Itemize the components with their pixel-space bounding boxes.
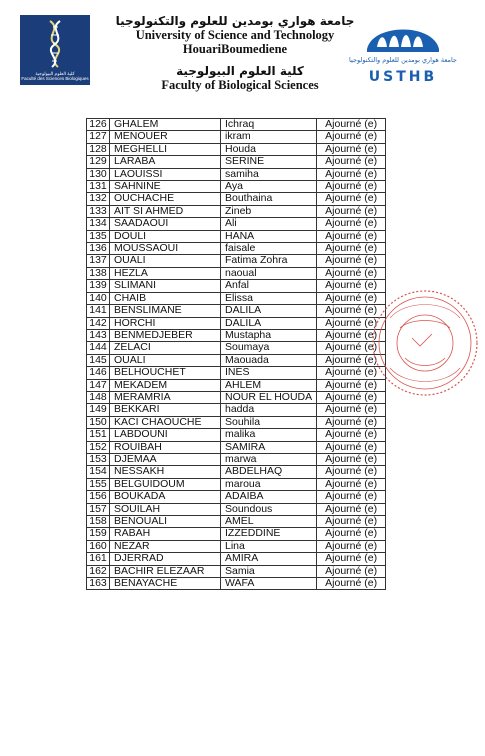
table-row <box>87 255 386 267</box>
last-name-cell: LAOUISSI <box>110 168 221 180</box>
decision-cell: Ajourné (e) <box>317 305 386 317</box>
last-name-cell: DJERRAD <box>110 553 221 565</box>
faculty-logo-label: كلية العلوم البيولوجية Faculté des Sciences Biologiques <box>21 71 89 81</box>
university-header <box>110 14 360 56</box>
last-name-cell: OUALI <box>110 255 221 267</box>
table-row <box>87 429 386 441</box>
table-row <box>87 317 386 329</box>
last-name-cell: MERAMRIA <box>110 391 221 403</box>
row-number-cell: 146 <box>87 367 110 379</box>
last-name-cell: BEKKARI <box>110 404 221 416</box>
table-row <box>87 305 386 317</box>
table-row <box>87 243 386 255</box>
decision-cell: Ajourné (e) <box>317 131 386 143</box>
row-number-cell: 137 <box>87 255 110 267</box>
faculty-title: Faculty of Biological Sciences <box>161 78 319 92</box>
row-number-cell: 163 <box>87 578 110 590</box>
first-name-cell: Mustapha <box>221 329 317 341</box>
usthb-arabic-label: جامعة هواري بومدين للعلوم والتكنولوجيا <box>349 56 457 64</box>
table-row <box>87 391 386 403</box>
last-name-cell: AIT SI AHMED <box>110 205 221 217</box>
table-row <box>87 267 386 279</box>
last-name-cell: LARABA <box>110 156 221 168</box>
row-number-cell: 156 <box>87 491 110 503</box>
first-name-cell: Soumaya <box>221 342 317 354</box>
row-number-cell: 159 <box>87 528 110 540</box>
row-number-cell: 136 <box>87 243 110 255</box>
decision-cell: Ajourné (e) <box>317 267 386 279</box>
decision-cell: Ajourné (e) <box>317 168 386 180</box>
row-number-cell: 145 <box>87 354 110 366</box>
table-row <box>87 280 386 292</box>
first-name-cell: Lina <box>221 540 317 552</box>
row-number-cell: 140 <box>87 292 110 304</box>
table-row <box>87 565 386 577</box>
first-name-cell: HANA <box>221 230 317 242</box>
table-row <box>87 528 386 540</box>
first-name-cell: AMIRA <box>221 553 317 565</box>
row-number-cell: 152 <box>87 441 110 453</box>
row-number-cell: 157 <box>87 503 110 515</box>
first-name-cell: naoual <box>221 267 317 279</box>
table-row <box>87 193 386 205</box>
decision-cell: Ajourné (e) <box>317 540 386 552</box>
last-name-cell: BENOUALI <box>110 516 221 528</box>
decision-cell: Ajourné (e) <box>317 342 386 354</box>
first-name-cell: Soundous <box>221 503 317 515</box>
last-name-cell: SOUILAH <box>110 503 221 515</box>
row-number-cell: 153 <box>87 453 110 465</box>
last-name-cell: CHAIB <box>110 292 221 304</box>
first-name-cell: Ichraq <box>221 119 317 131</box>
decision-cell: Ajourné (e) <box>317 292 386 304</box>
table-row <box>87 156 386 168</box>
results-table-body <box>87 119 386 590</box>
decision-cell: Ajourné (e) <box>317 416 386 428</box>
decision-cell: Ajourné (e) <box>317 205 386 217</box>
table-row <box>87 131 386 143</box>
last-name-cell: BENMEDJEBER <box>110 329 221 341</box>
row-number-cell: 133 <box>87 205 110 217</box>
last-name-cell: HORCHI <box>110 317 221 329</box>
first-name-cell: Anfal <box>221 280 317 292</box>
first-name-cell: faisale <box>221 243 317 255</box>
first-name-cell: Houda <box>221 143 317 155</box>
decision-cell: Ajourné (e) <box>317 516 386 528</box>
first-name-cell: SERINE <box>221 156 317 168</box>
table-row <box>87 503 386 515</box>
table-row <box>87 354 386 366</box>
first-name-cell: Souhila <box>221 416 317 428</box>
first-name-cell: ABDELHAQ <box>221 466 317 478</box>
decision-cell: Ajourné (e) <box>317 143 386 155</box>
last-name-cell: MENOUER <box>110 131 221 143</box>
first-name-cell: Samia <box>221 565 317 577</box>
decision-cell: Ajourné (e) <box>317 119 386 131</box>
first-name-cell: SAMIRA <box>221 441 317 453</box>
table-row <box>87 181 386 193</box>
row-number-cell: 141 <box>87 305 110 317</box>
first-name-cell: Zineb <box>221 205 317 217</box>
table-row <box>87 416 386 428</box>
faculty-logo <box>20 15 90 85</box>
row-number-cell: 126 <box>87 119 110 131</box>
table-row <box>87 516 386 528</box>
row-number-cell: 148 <box>87 391 110 403</box>
row-number-cell: 139 <box>87 280 110 292</box>
last-name-cell: SAADAOUI <box>110 218 221 230</box>
row-number-cell: 147 <box>87 379 110 391</box>
decision-cell: Ajourné (e) <box>317 578 386 590</box>
last-name-cell: MEGHELLI <box>110 143 221 155</box>
first-name-cell: NOUR EL HOUDA <box>221 391 317 403</box>
first-name-cell: Maouada <box>221 354 317 366</box>
decision-cell: Ajourné (e) <box>317 379 386 391</box>
official-stamp <box>370 288 480 398</box>
first-name-cell: Elissa <box>221 292 317 304</box>
usthb-logo <box>349 15 457 90</box>
row-number-cell: 155 <box>87 478 110 490</box>
first-name-cell: hadda <box>221 404 317 416</box>
decision-cell: Ajourné (e) <box>317 391 386 403</box>
first-name-cell: AHLEM <box>221 379 317 391</box>
last-name-cell: OUCHACHE <box>110 193 221 205</box>
row-number-cell: 144 <box>87 342 110 354</box>
table-row <box>87 453 386 465</box>
decision-cell: Ajourné (e) <box>317 317 386 329</box>
table-row <box>87 441 386 453</box>
last-name-cell: DJEMAA <box>110 453 221 465</box>
first-name-cell: maroua <box>221 478 317 490</box>
first-name-cell: INES <box>221 367 317 379</box>
last-name-cell: SLIMANI <box>110 280 221 292</box>
decision-cell: Ajourné (e) <box>317 280 386 292</box>
decision-cell: Ajourné (e) <box>317 218 386 230</box>
decision-cell: Ajourné (e) <box>317 528 386 540</box>
row-number-cell: 129 <box>87 156 110 168</box>
row-number-cell: 158 <box>87 516 110 528</box>
faculty-header <box>150 64 330 92</box>
first-name-cell: marwa <box>221 453 317 465</box>
first-name-cell: ikram <box>221 131 317 143</box>
row-number-cell: 149 <box>87 404 110 416</box>
last-name-cell: GHALEM <box>110 119 221 131</box>
last-name-cell: BELHOUCHET <box>110 367 221 379</box>
decision-cell: Ajourné (e) <box>317 491 386 503</box>
table-row <box>87 491 386 503</box>
row-number-cell: 128 <box>87 143 110 155</box>
first-name-cell: Fatima Zohra <box>221 255 317 267</box>
decision-cell: Ajourné (e) <box>317 478 386 490</box>
table-row <box>87 553 386 565</box>
first-name-cell: WAFA <box>221 578 317 590</box>
table-row <box>87 367 386 379</box>
first-name-cell: samiha <box>221 168 317 180</box>
row-number-cell: 138 <box>87 267 110 279</box>
table-row <box>87 342 386 354</box>
table-row <box>87 119 386 131</box>
university-arabic-title: جامعة هواري بومدين للعلوم والتكنولوجيا <box>115 14 355 28</box>
table-row <box>87 292 386 304</box>
decision-cell: Ajourné (e) <box>317 193 386 205</box>
last-name-cell: BENSLIMANE <box>110 305 221 317</box>
table-row <box>87 230 386 242</box>
row-number-cell: 143 <box>87 329 110 341</box>
row-number-cell: 130 <box>87 168 110 180</box>
first-name-cell: AMEL <box>221 516 317 528</box>
decision-cell: Ajourné (e) <box>317 503 386 515</box>
row-number-cell: 162 <box>87 565 110 577</box>
table-row <box>87 540 386 552</box>
first-name-cell: DALILA <box>221 305 317 317</box>
first-name-cell: ADAIBA <box>221 491 317 503</box>
table-row <box>87 466 386 478</box>
table-row <box>87 478 386 490</box>
table-row <box>87 404 386 416</box>
row-number-cell: 132 <box>87 193 110 205</box>
row-number-cell: 142 <box>87 317 110 329</box>
decision-cell: Ajourné (e) <box>317 429 386 441</box>
row-number-cell: 154 <box>87 466 110 478</box>
decision-cell: Ajourné (e) <box>317 181 386 193</box>
results-table <box>86 118 386 590</box>
decision-cell: Ajourné (e) <box>317 453 386 465</box>
decision-cell: Ajourné (e) <box>317 466 386 478</box>
row-number-cell: 161 <box>87 553 110 565</box>
last-name-cell: BENAYACHE <box>110 578 221 590</box>
decision-cell: Ajourné (e) <box>317 553 386 565</box>
last-name-cell: KACI CHAOUCHE <box>110 416 221 428</box>
table-row <box>87 205 386 217</box>
row-number-cell: 151 <box>87 429 110 441</box>
table-row <box>87 143 386 155</box>
table-row <box>87 329 386 341</box>
first-name-cell: DALILA <box>221 317 317 329</box>
first-name-cell: Aya <box>221 181 317 193</box>
first-name-cell: Ali <box>221 218 317 230</box>
last-name-cell: MEKADEM <box>110 379 221 391</box>
last-name-cell: BOUKADA <box>110 491 221 503</box>
last-name-cell: MOUSSAOUI <box>110 243 221 255</box>
table-row <box>87 168 386 180</box>
university-name: HouariBoumediene <box>182 42 288 56</box>
last-name-cell: OUALI <box>110 354 221 366</box>
decision-cell: Ajourné (e) <box>317 367 386 379</box>
decision-cell: Ajourné (e) <box>317 565 386 577</box>
last-name-cell: ROUIBAH <box>110 441 221 453</box>
decision-cell: Ajourné (e) <box>317 156 386 168</box>
usthb-acronym: USTHB <box>368 69 438 85</box>
first-name-cell: malika <box>221 429 317 441</box>
last-name-cell: NEZAR <box>110 540 221 552</box>
last-name-cell: RABAH <box>110 528 221 540</box>
last-name-cell: LABDOUNI <box>110 429 221 441</box>
row-number-cell: 150 <box>87 416 110 428</box>
university-title: University of Science and Technology <box>135 28 335 42</box>
decision-cell: Ajourné (e) <box>317 230 386 242</box>
decision-cell: Ajourné (e) <box>317 329 386 341</box>
row-number-cell: 131 <box>87 181 110 193</box>
first-name-cell: IZZEDDINE <box>221 528 317 540</box>
last-name-cell: HEZLA <box>110 267 221 279</box>
decision-cell: Ajourné (e) <box>317 243 386 255</box>
decision-cell: Ajourné (e) <box>317 441 386 453</box>
first-name-cell: Bouthaina <box>221 193 317 205</box>
table-row <box>87 379 386 391</box>
last-name-cell: NESSAKH <box>110 466 221 478</box>
decision-cell: Ajourné (e) <box>317 255 386 267</box>
decision-cell: Ajourné (e) <box>317 404 386 416</box>
row-number-cell: 135 <box>87 230 110 242</box>
row-number-cell: 127 <box>87 131 110 143</box>
row-number-cell: 134 <box>87 218 110 230</box>
last-name-cell: ZELACI <box>110 342 221 354</box>
faculty-arabic-title: كلية العلوم البيولوجية <box>176 64 304 78</box>
row-number-cell: 160 <box>87 540 110 552</box>
table-row <box>87 218 386 230</box>
last-name-cell: SAHNINE <box>110 181 221 193</box>
table-row <box>87 578 386 590</box>
decision-cell: Ajourné (e) <box>317 354 386 366</box>
last-name-cell: BELGUIDOUM <box>110 478 221 490</box>
last-name-cell: DOULI <box>110 230 221 242</box>
last-name-cell: BACHIR ELEZAAR <box>110 565 221 577</box>
